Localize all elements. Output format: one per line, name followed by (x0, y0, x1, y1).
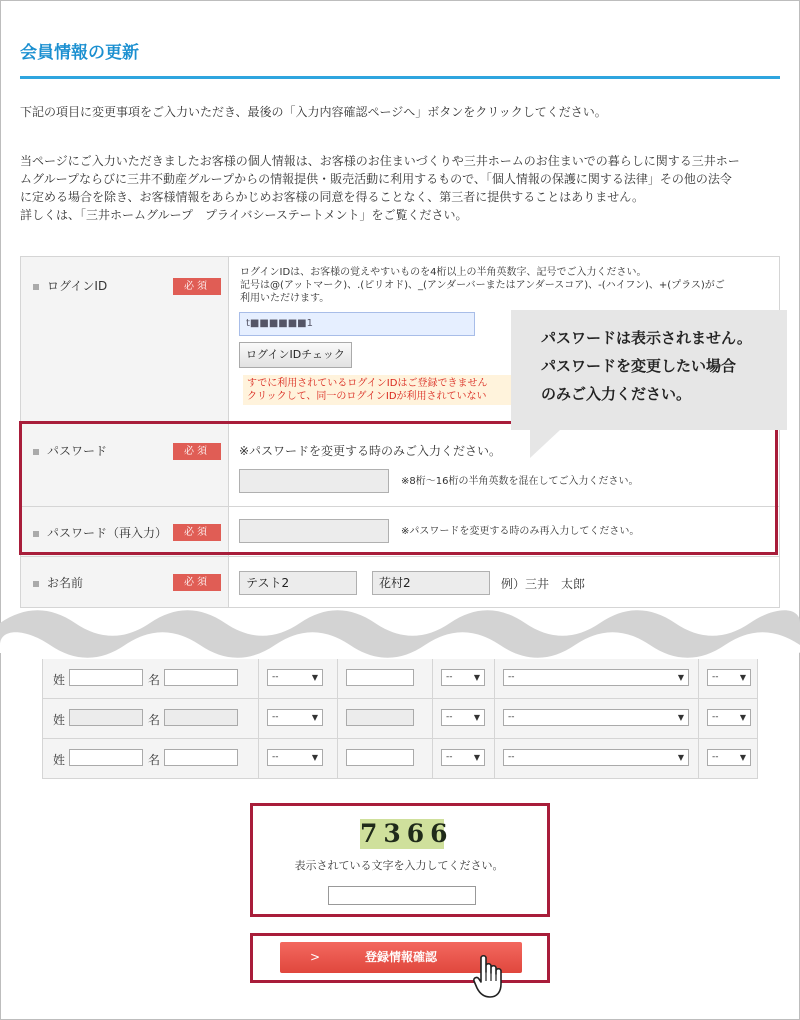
privacy-notice (20, 152, 790, 224)
page-title: 会員情報の更新 (20, 43, 139, 63)
title-divider (20, 76, 780, 79)
login-id-label-cell (20, 257, 229, 422)
privacy-line: ムグループならびに三井不動産グループからの情報提供・販売活動に利用するもので、「個人情報の保護に関する法律」その他の法令 (20, 172, 732, 186)
family-row (42, 659, 758, 699)
surname-input[interactable] (69, 749, 143, 766)
captcha-input[interactable] (328, 886, 476, 905)
captcha-image: 7366 (360, 819, 454, 848)
login-id-help: 利用いただけます。 (240, 293, 330, 304)
occupation-select[interactable] (503, 669, 689, 686)
family-row (42, 699, 758, 739)
name-row (20, 556, 780, 608)
password-highlight-box (19, 421, 778, 555)
occupation-select[interactable] (503, 709, 689, 726)
login-id-input[interactable]: t■■■■■■1 (239, 312, 475, 336)
dropdown-arrow-icon: ▼ (311, 713, 318, 722)
login-id-error-line: クリックして、同一のログインIDが利用されていない (247, 391, 487, 402)
extra-select[interactable] (707, 669, 751, 686)
dropdown-arrow-icon: ▼ (473, 673, 480, 682)
dropdown-arrow-icon: ▼ (677, 673, 684, 682)
page-break-wave (0, 605, 800, 660)
name-example: 例）三井 太郎 (501, 577, 586, 591)
relation-select-value: -- (272, 712, 279, 722)
password-confirm-hint: ※パスワードを変更する時のみ再入力してください。 (401, 526, 640, 537)
month-select-value: -- (446, 712, 453, 722)
dropdown-arrow-icon: ▼ (677, 753, 684, 762)
relation-select[interactable] (267, 669, 323, 686)
extra-select-value: -- (712, 712, 719, 722)
password-note: ※パスワードを変更する時のみご入力ください。 (239, 444, 502, 458)
dropdown-arrow-icon: ▼ (311, 673, 318, 682)
month-select[interactable] (441, 669, 485, 686)
login-id-error (243, 375, 513, 405)
intro-text: 下記の項目に変更事項をご入力いただき、最後の「入力内容確認ページへ」ボタンをクリックしてください。 (20, 105, 607, 119)
year-input[interactable] (346, 709, 414, 726)
callout-line: パスワードを変更したい場合 (541, 357, 737, 375)
relation-select-value: -- (272, 752, 279, 762)
extra-select-value: -- (712, 752, 719, 762)
given-name-label: 名 (148, 753, 161, 767)
dropdown-arrow-icon: ▼ (739, 753, 746, 762)
occupation-select[interactable] (503, 749, 689, 766)
required-badge: 必須 (173, 524, 221, 541)
name-value-cell (229, 557, 780, 607)
surname-label: 姓 (53, 753, 66, 767)
required-badge: 必須 (173, 278, 221, 295)
callout-line: のみご入力ください。 (541, 385, 692, 403)
login-id-check-button[interactable]: ログインIDチェック (239, 342, 352, 368)
callout-tail (530, 430, 560, 458)
password-confirm-label: パスワード（再入力） (33, 524, 167, 541)
confirm-registration-label: 登録情報確認 (364, 950, 437, 964)
given-name-input[interactable] (164, 749, 238, 766)
year-input[interactable] (346, 669, 414, 686)
relation-select[interactable] (267, 709, 323, 726)
occupation-select-value: -- (508, 712, 515, 722)
name-label-cell (20, 557, 229, 607)
dropdown-arrow-icon: ▼ (311, 753, 318, 762)
login-id-help: 記号は@(アットマーク)、.(ピリオド)、_(アンダーバーまたはアンダースコア)、-(ハイフン)、+(プラス)がご (240, 280, 725, 291)
given-name-label: 名 (148, 673, 161, 687)
dropdown-arrow-icon: ▼ (473, 713, 480, 722)
month-select-value: -- (446, 672, 453, 682)
given-name-input[interactable] (164, 669, 238, 686)
extra-select-value: -- (712, 672, 719, 682)
last-name-input[interactable]: テスト2 (239, 571, 357, 595)
relation-select-value: -- (272, 672, 279, 682)
year-input[interactable] (346, 749, 414, 766)
surname-input[interactable] (69, 709, 143, 726)
required-badge: 必須 (173, 574, 221, 591)
dropdown-arrow-icon: ▼ (739, 713, 746, 722)
dropdown-arrow-icon: ▼ (677, 713, 684, 722)
login-id-help: ログインIDは、お客様の覚えやすいものを4桁以上の半角英数字、記号でご入力ください。 (240, 267, 647, 278)
first-name-input[interactable]: 花村2 (372, 571, 490, 595)
password-hint: ※8桁～16桁の半角英数を混在してご入力ください。 (401, 476, 639, 487)
family-row (42, 739, 758, 779)
privacy-line: に定める場合を除き、お客様情報をあらかじめお客様の同意を得ることなく、第三者に提供することはありません。 (20, 190, 645, 204)
month-select[interactable] (441, 709, 485, 726)
captcha-prompt: 表示されている文字を入力してください。 (294, 859, 504, 872)
password-label: パスワード (33, 442, 107, 459)
month-select[interactable] (441, 749, 485, 766)
given-name-label: 名 (148, 713, 161, 727)
dropdown-arrow-icon: ▼ (473, 753, 480, 762)
occupation-select-value: -- (508, 752, 515, 762)
extra-select[interactable] (707, 749, 751, 766)
given-name-input[interactable] (164, 709, 238, 726)
name-label: お名前 (33, 574, 83, 591)
callout-line: パスワードは表示されません。 (541, 329, 752, 347)
surname-label: 姓 (53, 673, 66, 687)
hand-pointer-icon (472, 952, 508, 1000)
password-callout (511, 310, 787, 430)
chevron-right-icon: > (310, 950, 321, 964)
occupation-select-value: -- (508, 672, 515, 682)
month-select-value: -- (446, 752, 453, 762)
surname-label: 姓 (53, 713, 66, 727)
relation-select[interactable] (267, 749, 323, 766)
privacy-line: 詳しくは、「三井ホームグループ プライバシーステートメント」をご覧ください。 (20, 208, 468, 222)
login-id-label: ログインID (33, 277, 107, 294)
surname-input[interactable] (69, 669, 143, 686)
dropdown-arrow-icon: ▼ (739, 673, 746, 682)
required-badge: 必須 (173, 443, 221, 460)
login-id-error-line: すでに利用されているログインIDはご登録できません (247, 378, 488, 389)
extra-select[interactable] (707, 709, 751, 726)
privacy-line: 当ページにご入力いただきましたお客様の個人情報は、お客様のお住まいづくりや三井ホームのお住まいでの暮らしに関する三井ホー (20, 154, 740, 168)
